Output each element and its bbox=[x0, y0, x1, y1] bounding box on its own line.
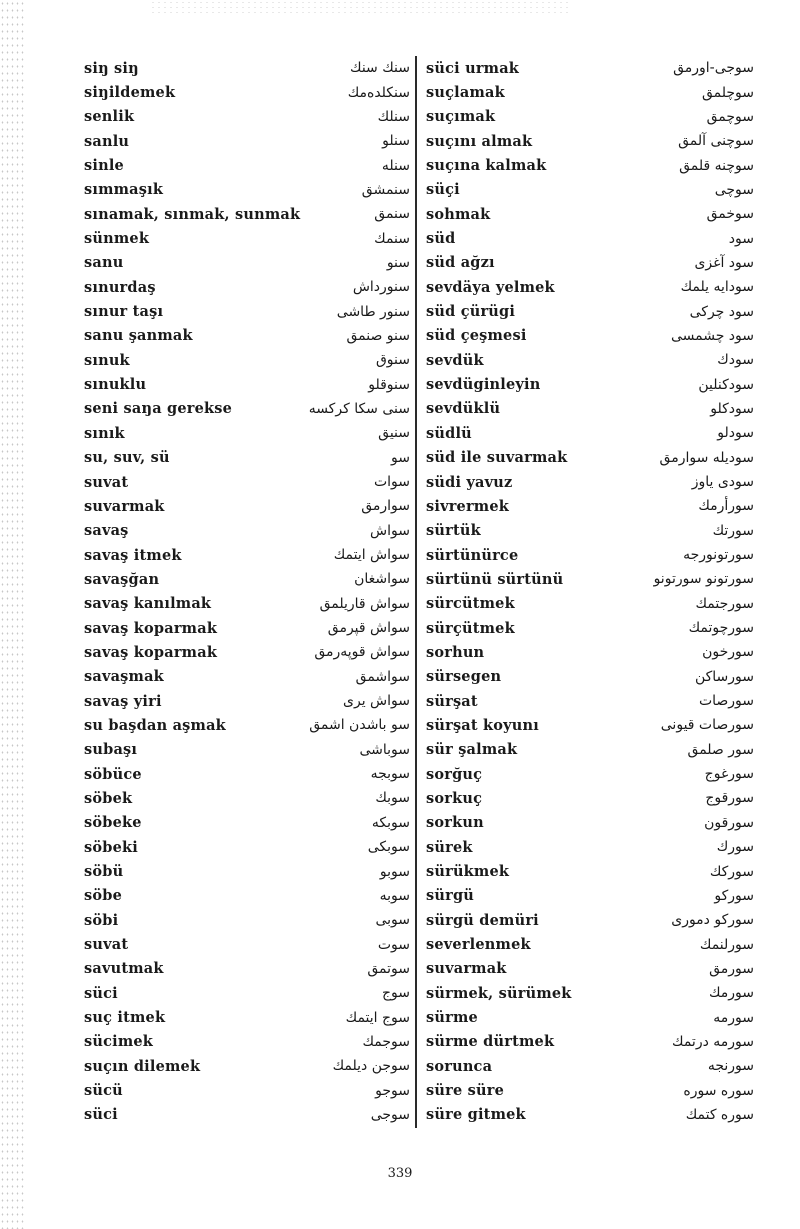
entry-transliteration: süd ile suvarmak bbox=[426, 449, 568, 467]
entry-transliteration: südi yavuz bbox=[426, 473, 513, 491]
column-divider bbox=[415, 56, 417, 1128]
entry-transliteration: sımmaşık bbox=[84, 181, 164, 199]
entry-transliteration: sanu şanmak bbox=[84, 327, 193, 345]
dictionary-entry bbox=[426, 786, 754, 810]
dictionary-entry bbox=[84, 519, 410, 543]
dictionary-entry bbox=[84, 397, 410, 421]
entry-ottoman-script: سوجی bbox=[370, 1106, 410, 1123]
entry-transliteration: suvarmak bbox=[84, 497, 165, 515]
dictionary-entry bbox=[84, 494, 410, 518]
entry-ottoman-script: سود bbox=[728, 230, 754, 247]
entry-ottoman-script: سنو bbox=[386, 254, 410, 271]
entry-transliteration: söbi bbox=[84, 911, 119, 929]
entry-transliteration: soruncа bbox=[426, 1057, 493, 1075]
entry-transliteration: sınuklu bbox=[84, 376, 147, 394]
dictionary-entry bbox=[426, 859, 754, 883]
entry-ottoman-script: سوركك bbox=[709, 863, 754, 880]
entry-transliteration: söbü bbox=[84, 863, 124, 881]
entry-transliteration: senlik bbox=[84, 108, 135, 126]
entry-transliteration: sürgü demüri bbox=[426, 911, 539, 929]
entry-transliteration: süre gitmek bbox=[426, 1106, 526, 1124]
dictionary-entry bbox=[426, 762, 754, 786]
dictionary-entry bbox=[426, 446, 754, 470]
dictionary-entry bbox=[84, 932, 410, 956]
dictionary-entry bbox=[426, 543, 754, 567]
entry-transliteration: sürtünü sürtünü bbox=[426, 570, 564, 588]
entry-transliteration: südlü bbox=[426, 424, 472, 442]
entry-transliteration: savaş yiri bbox=[84, 692, 162, 710]
dictionary-entry bbox=[426, 811, 754, 835]
entry-ottoman-script: سو باشدن اشمق bbox=[309, 717, 410, 734]
entry-transliteration: söbeke bbox=[84, 814, 142, 832]
entry-ottoman-script: سوبو bbox=[379, 863, 410, 880]
entry-ottoman-script: سود چشمسی bbox=[670, 327, 754, 344]
entry-transliteration: siŋildemek bbox=[84, 84, 176, 102]
entry-transliteration: savaşmak bbox=[84, 668, 164, 686]
dictionary-entry bbox=[84, 226, 410, 250]
dictionary-entry bbox=[426, 421, 754, 445]
entry-ottoman-script: سوچی bbox=[714, 181, 754, 198]
dictionary-entry bbox=[426, 178, 754, 202]
entry-ottoman-script: سنلك bbox=[377, 108, 410, 125]
dictionary-entry bbox=[426, 592, 754, 616]
dictionary-entry bbox=[426, 519, 754, 543]
entry-transliteration: sürtünürce bbox=[426, 546, 519, 564]
entry-transliteration: sinle bbox=[84, 157, 124, 175]
entry-ottoman-script: سورخون bbox=[702, 644, 754, 661]
entry-ottoman-script: سوركو bbox=[714, 887, 754, 904]
entry-transliteration: sivrermek bbox=[426, 497, 510, 515]
dictionary-entry bbox=[426, 835, 754, 859]
dictionary-entry bbox=[426, 689, 754, 713]
dictionary-entry bbox=[84, 446, 410, 470]
entry-ottoman-script: سواشمق bbox=[355, 668, 410, 685]
entry-transliteration: sürsegen bbox=[426, 668, 502, 686]
entry-ottoman-script: سورصات bbox=[698, 693, 754, 710]
dictionary-entry bbox=[426, 616, 754, 640]
entry-transliteration: sorkun bbox=[426, 814, 484, 832]
entry-ottoman-script: سنلو bbox=[382, 133, 410, 150]
entry-ottoman-script: سنوقلو bbox=[368, 376, 410, 393]
entry-transliteration: sürek bbox=[426, 838, 473, 856]
entry-ottoman-script: سودكنلین bbox=[698, 376, 754, 393]
entry-ottoman-script: سنكلدەمك bbox=[347, 84, 410, 101]
dictionary-entry bbox=[426, 226, 754, 250]
entry-ottoman-script: سوبكی bbox=[367, 839, 410, 856]
dictionary-entry bbox=[426, 908, 754, 932]
entry-transliteration: söbüce bbox=[84, 765, 142, 783]
entry-transliteration: savaş koparmak bbox=[84, 619, 218, 637]
dictionary-entry bbox=[84, 981, 410, 1005]
entry-ottoman-script: سوبجه bbox=[370, 766, 410, 783]
entry-transliteration: sürcütmek bbox=[426, 595, 515, 613]
entry-transliteration: savaşğan bbox=[84, 570, 160, 588]
entry-ottoman-script: سودیله سوارمق bbox=[659, 449, 754, 466]
entry-transliteration: sevdük bbox=[426, 351, 484, 369]
dictionary-entry bbox=[84, 1030, 410, 1054]
scan-noise-top bbox=[150, 0, 570, 16]
entry-ottoman-script: سورقون bbox=[704, 814, 754, 831]
entry-ottoman-script: سودكلو bbox=[710, 400, 754, 417]
entry-ottoman-script: سوجی-اورمق bbox=[673, 60, 754, 77]
entry-transliteration: sevdüklü bbox=[426, 400, 501, 418]
dictionary-entry bbox=[426, 981, 754, 1005]
entry-ottoman-script: سوبكه bbox=[371, 814, 410, 831]
entry-ottoman-script: سورغوج bbox=[704, 766, 754, 783]
entry-transliteration: suçına kalmak bbox=[426, 157, 547, 175]
entry-ottoman-script: سوج bbox=[382, 985, 410, 1002]
entry-ottoman-script: سوباشی bbox=[359, 741, 410, 758]
entry-transliteration: sorhun bbox=[426, 643, 485, 661]
dictionary-entry bbox=[84, 957, 410, 981]
dictionary-entry bbox=[84, 811, 410, 835]
entry-ottoman-script: سوچنه قلمق bbox=[679, 157, 754, 174]
left-column bbox=[84, 56, 410, 1127]
dictionary-entry bbox=[84, 738, 410, 762]
entry-transliteration: sevdüginleyin bbox=[426, 376, 541, 394]
entry-ottoman-script: سواش قوپەرمق bbox=[314, 644, 410, 661]
entry-transliteration: suçımak bbox=[426, 108, 496, 126]
entry-ottoman-script: سورأرمك bbox=[698, 498, 754, 515]
entry-transliteration: suçını almak bbox=[426, 132, 533, 150]
entry-ottoman-script: سنی سكا كركسه bbox=[308, 400, 410, 417]
dictionary-entry bbox=[84, 592, 410, 616]
dictionary-entry bbox=[84, 178, 410, 202]
entry-ottoman-script: سورچوتمك bbox=[688, 620, 754, 637]
entry-ottoman-script: سنك سنك bbox=[350, 60, 410, 77]
entry-transliteration: suç itmek bbox=[84, 1009, 166, 1027]
dictionary-entry bbox=[426, 105, 754, 129]
entry-ottoman-script: سواش یری bbox=[343, 693, 410, 710]
entry-ottoman-script: سود چرکی bbox=[689, 303, 754, 320]
entry-ottoman-script: سورنجه bbox=[707, 1058, 754, 1075]
dictionary-entry bbox=[84, 567, 410, 591]
dictionary-entry bbox=[426, 738, 754, 762]
entry-transliteration: süci urmak bbox=[426, 59, 520, 77]
dictionary-entry bbox=[84, 324, 410, 348]
dictionary-entry bbox=[426, 299, 754, 323]
dictionary-entry bbox=[84, 640, 410, 664]
dictionary-entry bbox=[426, 397, 754, 421]
entry-transliteration: süre süre bbox=[426, 1082, 504, 1100]
entry-ottoman-script: سواش قپرمق bbox=[327, 620, 410, 637]
dictionary-entry bbox=[84, 80, 410, 104]
entry-ottoman-script: سورتونورجه bbox=[683, 547, 754, 564]
dictionary-entry bbox=[426, 129, 754, 153]
dictionary-entry bbox=[426, 56, 754, 80]
dictionary-entry bbox=[84, 56, 410, 80]
entry-transliteration: sür şalmak bbox=[426, 741, 518, 759]
dictionary-entry bbox=[426, 80, 754, 104]
entry-ottoman-script: سنوق bbox=[375, 352, 410, 369]
dictionary-entry bbox=[84, 762, 410, 786]
entry-ottoman-script: سنله bbox=[381, 157, 410, 174]
entry-transliteration: savutmak bbox=[84, 960, 164, 978]
scan-noise-left bbox=[0, 0, 26, 1229]
entry-ottoman-script: سنور طاشی bbox=[336, 303, 410, 320]
entry-transliteration: sürgü bbox=[426, 887, 475, 905]
entry-transliteration: sınamak, sınmak, sunmak bbox=[84, 205, 301, 223]
entry-ottoman-script: سنورداش bbox=[352, 279, 410, 296]
entry-transliteration: suçlamak bbox=[426, 84, 505, 102]
entry-ottoman-script: سورتونو سورتونو bbox=[653, 571, 754, 588]
entry-ottoman-script: سوچمق bbox=[706, 108, 754, 125]
dictionary-entry bbox=[426, 324, 754, 348]
entry-transliteration: süd çürügi bbox=[426, 303, 516, 321]
entry-ottoman-script: سوجمك bbox=[362, 1033, 410, 1050]
dictionary-entry bbox=[426, 275, 754, 299]
dictionary-entry bbox=[426, 348, 754, 372]
entry-ottoman-script: سوخمق bbox=[706, 206, 754, 223]
entry-transliteration: sorğuç bbox=[426, 765, 483, 783]
entry-transliteration: savaş bbox=[84, 522, 129, 540]
dictionary-entry bbox=[84, 348, 410, 372]
dictionary-entry bbox=[426, 932, 754, 956]
entry-ottoman-script: سنمك bbox=[374, 230, 410, 247]
entry-ottoman-script: سودی یاوز bbox=[691, 474, 754, 491]
entry-transliteration: süci bbox=[84, 1106, 118, 1124]
entry-transliteration: sohmak bbox=[426, 205, 491, 223]
dictionary-entry bbox=[84, 470, 410, 494]
entry-transliteration: subaşı bbox=[84, 741, 138, 759]
entry-transliteration: sürmek, sürümek bbox=[426, 984, 572, 1002]
entry-ottoman-script: سوركو دموری bbox=[671, 912, 754, 929]
dictionary-entry bbox=[84, 153, 410, 177]
entry-ottoman-script: سودایه یلمك bbox=[680, 279, 754, 296]
entry-ottoman-script: سورمه درتمك bbox=[672, 1033, 754, 1050]
dictionary-entry bbox=[84, 105, 410, 129]
dictionary-entry bbox=[84, 421, 410, 445]
entry-ottoman-script: سنمشق bbox=[361, 181, 410, 198]
entry-transliteration: süci bbox=[84, 984, 118, 1002]
dictionary-entry bbox=[84, 1103, 410, 1127]
dictionary-entry bbox=[84, 1078, 410, 1102]
entry-transliteration: sücimek bbox=[84, 1033, 154, 1051]
entry-ottoman-script: سوج ایتمك bbox=[345, 1009, 410, 1026]
entry-ottoman-script: سوچنی آلمق bbox=[678, 133, 754, 150]
entry-transliteration: savaş kanılmak bbox=[84, 595, 212, 613]
entry-ottoman-script: سوات bbox=[373, 474, 410, 491]
dictionary-entry bbox=[426, 1078, 754, 1102]
entry-ottoman-script: سوبی bbox=[375, 912, 410, 929]
entry-ottoman-script: سواش قاریلمق bbox=[319, 595, 410, 612]
entry-transliteration: sürtük bbox=[426, 522, 481, 540]
entry-ottoman-script: سواشغان bbox=[354, 571, 410, 588]
entry-transliteration: sürükmek bbox=[426, 863, 510, 881]
dictionary-entry bbox=[84, 543, 410, 567]
entry-transliteration: siŋ siŋ bbox=[84, 59, 139, 77]
dictionary-entry bbox=[84, 372, 410, 396]
dictionary-entry bbox=[426, 1005, 754, 1029]
entry-transliteration: sürşat bbox=[426, 692, 478, 710]
dictionary-entry bbox=[426, 1054, 754, 1078]
entry-ottoman-script: سودك bbox=[717, 352, 754, 369]
entry-ottoman-script: سنو صنمق bbox=[346, 327, 410, 344]
dictionary-entry bbox=[426, 202, 754, 226]
dictionary-entry bbox=[84, 251, 410, 275]
entry-transliteration: suvat bbox=[84, 473, 129, 491]
entry-transliteration: sanu bbox=[84, 254, 124, 272]
dictionary-entry bbox=[84, 859, 410, 883]
entry-transliteration: sorkuç bbox=[426, 789, 483, 807]
entry-transliteration: severlenmek bbox=[426, 936, 531, 954]
entry-transliteration: sürçütmek bbox=[426, 619, 515, 637]
entry-transliteration: sücü bbox=[84, 1082, 123, 1100]
entry-transliteration: suvat bbox=[84, 936, 129, 954]
dictionary-entry bbox=[426, 494, 754, 518]
dictionary-entry bbox=[426, 713, 754, 737]
entry-ottoman-script: سوبه bbox=[379, 887, 410, 904]
entry-ottoman-script: سودلو bbox=[717, 425, 754, 442]
entry-transliteration: su, suv, sü bbox=[84, 449, 170, 467]
entry-transliteration: sürme bbox=[426, 1009, 478, 1027]
dictionary-entry bbox=[84, 835, 410, 859]
entry-transliteration: süd bbox=[426, 230, 456, 248]
entry-ottoman-script: سوتمق bbox=[367, 960, 410, 977]
entry-transliteration: sünmek bbox=[84, 230, 150, 248]
entry-transliteration: söbeki bbox=[84, 838, 138, 856]
entry-transliteration: sınuk bbox=[84, 351, 130, 369]
entry-ottoman-script: سورمك bbox=[708, 985, 754, 1002]
dictionary-entry bbox=[426, 1030, 754, 1054]
entry-transliteration: süd çeşmesi bbox=[426, 327, 527, 345]
dictionary-entry bbox=[426, 372, 754, 396]
dictionary-entry bbox=[426, 884, 754, 908]
entry-ottoman-script: سورك bbox=[716, 839, 754, 856]
entry-transliteration: su başdan aşmak bbox=[84, 716, 226, 734]
entry-transliteration: sınur taşı bbox=[84, 303, 164, 321]
entry-ottoman-script: سواش ایتمك bbox=[333, 547, 410, 564]
entry-ottoman-script: سو bbox=[391, 449, 410, 466]
dictionary-entry bbox=[426, 1103, 754, 1127]
entry-transliteration: seni saŋa gerekse bbox=[84, 400, 233, 418]
entry-transliteration: sınık bbox=[84, 424, 125, 442]
dictionary-entry bbox=[84, 129, 410, 153]
entry-transliteration: süd ağzı bbox=[426, 254, 495, 272]
entry-ottoman-script: سور صلمق bbox=[687, 741, 754, 758]
entry-ottoman-script: سنمق bbox=[374, 206, 410, 223]
entry-ottoman-script: سورتك bbox=[712, 522, 754, 539]
dictionary-entry bbox=[84, 1054, 410, 1078]
dictionary-entry bbox=[426, 251, 754, 275]
entry-ottoman-script: سورساكن bbox=[694, 668, 754, 685]
entry-ottoman-script: سورصات قیونی bbox=[660, 717, 754, 734]
dictionary-entry bbox=[84, 689, 410, 713]
entry-transliteration: süçi bbox=[426, 181, 460, 199]
entry-ottoman-script: سوجو bbox=[375, 1082, 410, 1099]
entry-transliteration: suçın dilemek bbox=[84, 1057, 201, 1075]
entry-transliteration: söbe bbox=[84, 887, 122, 905]
entry-transliteration: sınurdaş bbox=[84, 278, 156, 296]
dictionary-entry bbox=[84, 908, 410, 932]
dictionary-entry bbox=[84, 616, 410, 640]
entry-ottoman-script: سورجتمك bbox=[695, 595, 754, 612]
entry-ottoman-script: سوچلمق bbox=[701, 84, 754, 101]
dictionary-entry bbox=[84, 275, 410, 299]
dictionary-entry bbox=[84, 1005, 410, 1029]
dictionary-entry bbox=[426, 470, 754, 494]
dictionary-entry bbox=[84, 202, 410, 226]
entry-transliteration: savaş koparmak bbox=[84, 643, 218, 661]
entry-ottoman-script: سوارمق bbox=[361, 498, 410, 515]
entry-ottoman-script: سنیق bbox=[378, 425, 410, 442]
entry-transliteration: söbek bbox=[84, 789, 133, 807]
dictionary-entry bbox=[426, 665, 754, 689]
entry-ottoman-script: سوره كتمك bbox=[685, 1106, 754, 1123]
entry-ottoman-script: سواش bbox=[370, 522, 410, 539]
entry-ottoman-script: سورمق bbox=[709, 960, 754, 977]
entry-transliteration: sevdäya yelmek bbox=[426, 278, 555, 296]
entry-transliteration: sürşat koyunı bbox=[426, 716, 539, 734]
entry-ottoman-script: سورلنمك bbox=[699, 936, 754, 953]
entry-ottoman-script: سوجن دیلمك bbox=[332, 1058, 410, 1075]
entry-transliteration: suvarmak bbox=[426, 960, 507, 978]
dictionary-entry bbox=[426, 957, 754, 981]
page-number: 339 bbox=[387, 1166, 413, 1181]
dictionary-entry bbox=[426, 153, 754, 177]
entry-ottoman-script: سورمه bbox=[713, 1009, 754, 1026]
dictionary-entry bbox=[84, 786, 410, 810]
entry-transliteration: sürme dürtmek bbox=[426, 1033, 555, 1051]
dictionary-entry bbox=[84, 299, 410, 323]
dictionary-entry bbox=[426, 640, 754, 664]
right-column bbox=[426, 56, 754, 1127]
dictionary-entry bbox=[84, 665, 410, 689]
entry-transliteration: savaş itmek bbox=[84, 546, 182, 564]
entry-ottoman-script: سوره سوره bbox=[683, 1082, 754, 1099]
dictionary-entry bbox=[426, 567, 754, 591]
entry-ottoman-script: سود آغزی bbox=[694, 254, 754, 271]
dictionary-entry bbox=[84, 713, 410, 737]
entry-transliteration: sanlu bbox=[84, 132, 130, 150]
dictionary-entry bbox=[84, 884, 410, 908]
entry-ottoman-script: سورقوج bbox=[705, 790, 754, 807]
entry-ottoman-script: سوت bbox=[377, 936, 410, 953]
entry-ottoman-script: سوبك bbox=[375, 790, 410, 807]
